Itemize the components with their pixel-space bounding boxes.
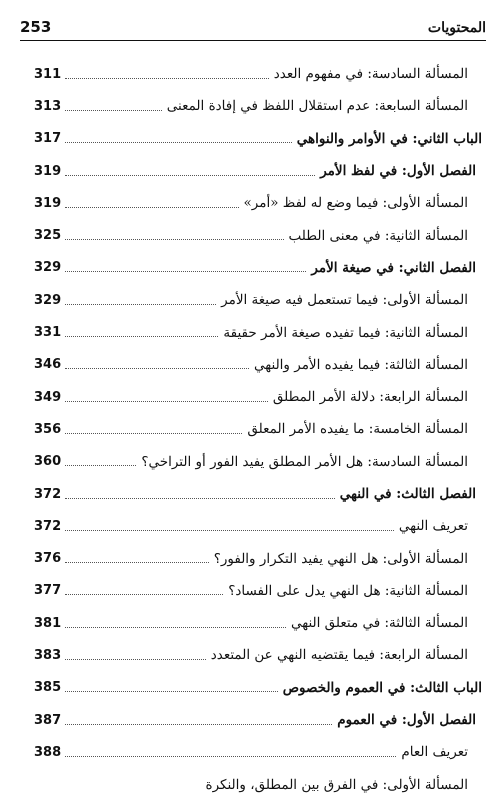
page-number: 253 (20, 18, 52, 36)
toc-entry-title: الفصل الأول: في العموم (337, 712, 476, 729)
toc-entry-page: 376 (34, 551, 62, 567)
toc-entry-title: المسألة الثانية: فيما تفيده صيغة الأمر حقيقة (223, 324, 468, 341)
toc-entry-page: 372 (34, 518, 62, 534)
toc-entry-page: 319 (34, 163, 62, 179)
dot-leader (65, 562, 209, 563)
toc-entry (34, 187, 482, 219)
toc-entry-title: المسألة الأولى: فيما وضع له لفظ «أمر» (243, 195, 468, 212)
toc-entry-page: 349 (34, 389, 62, 405)
toc-entry (34, 575, 482, 607)
dot-leader (65, 498, 335, 499)
toc-entry (34, 58, 482, 90)
toc-entry (34, 413, 482, 445)
toc-entry-page: 319 (34, 195, 62, 211)
dot-leader (65, 756, 396, 757)
toc-entry-title: المسألة الرابعة: دلالة الأمر المطلق (272, 389, 468, 406)
toc-entry-title: المسألة الثانية: هل النهي يدل على الفساد؟ (228, 582, 468, 599)
toc-entry (34, 316, 482, 348)
toc-entry-title: المسألة الخامسة: ما يفيده الأمر المعلق (247, 421, 468, 438)
toc-entry-title: الباب الثاني: في الأوامر والنواهي (296, 130, 482, 147)
dot-leader (65, 207, 239, 208)
toc-entry-page: 325 (34, 228, 62, 244)
toc-entry-page: 346 (34, 357, 62, 373)
toc-entry-title: المسألة الأولى: فيما تستعمل فيه صيغة الأمر (221, 292, 468, 309)
toc-entry (34, 446, 482, 478)
dot-leader (65, 724, 332, 725)
toc-entry-page: 388 (34, 744, 62, 760)
toc-entry-title: المسألة الثالثة: فيما يفيده الأمر والنهي (254, 356, 468, 373)
toc-entry-page: 356 (34, 421, 62, 437)
toc-entry (34, 510, 482, 542)
dot-leader (65, 336, 218, 337)
toc-entry-page: 313 (34, 98, 62, 114)
dot-leader (65, 271, 306, 272)
toc-entry (34, 155, 482, 187)
toc-entry-page: 331 (34, 325, 62, 341)
toc-entry (34, 769, 482, 801)
toc-entry-page: 311 (34, 66, 62, 82)
toc-entry-page: 329 (34, 260, 62, 276)
dot-leader (65, 142, 292, 143)
dot-leader (65, 594, 223, 595)
toc-entry-title: الفصل الأول: في لفظ الأمر (320, 163, 476, 180)
toc-entry-title: تعريف النهي (398, 518, 468, 535)
dot-leader (65, 530, 394, 531)
toc-entry-page: 381 (34, 615, 62, 631)
toc-entry (34, 704, 482, 736)
toc-entry-page: 377 (34, 583, 62, 599)
toc-entry (34, 478, 482, 510)
dot-leader (65, 304, 216, 305)
toc-entry (34, 252, 482, 284)
toc-entry (34, 607, 482, 639)
toc-entry (34, 284, 482, 316)
toc-entry (34, 381, 482, 413)
dot-leader (65, 691, 278, 692)
dot-leader (65, 175, 315, 176)
toc-entry-title: المسألة السادسة: هل الأمر المطلق يفيد الفور أو التراخي؟ (141, 453, 468, 470)
toc-entry-title: المسألة الأولى: في الفرق بين المطلق، والنكرة (205, 776, 468, 793)
dot-leader (65, 465, 136, 466)
toc-entry-title: المسألة السابعة: عدم استقلال اللفظ في إفادة المعنى (166, 98, 468, 115)
toc-entry-page: 372 (34, 486, 62, 502)
toc-entry-title: المسألة الرابعة: فيما يقتضيه النهي عن المتعدد (210, 647, 468, 664)
toc-entry-title: المسألة السادسة: في مفهوم العدد (273, 66, 468, 83)
dot-leader (65, 78, 269, 79)
toc-entry (34, 639, 482, 671)
dot-leader (65, 433, 242, 434)
toc-entry-title: الباب الثالث: في العموم والخصوص (282, 679, 482, 696)
dot-leader (65, 368, 249, 369)
toc-entry-title: المسألة الأولى: هل النهي يفيد التكرار والفور؟ (213, 550, 468, 567)
toc-entry-page: 329 (34, 292, 62, 308)
toc-entry (34, 123, 482, 155)
toc-entry-page: 383 (34, 647, 62, 663)
dot-leader (65, 239, 284, 240)
toc-entry (34, 542, 482, 574)
dot-leader (65, 401, 268, 402)
toc-entry-page: 385 (34, 680, 62, 696)
dot-leader (65, 659, 206, 660)
page-header (20, 14, 486, 41)
dot-leader (65, 627, 286, 628)
toc-entry (34, 349, 482, 381)
toc-entry (34, 672, 482, 704)
section-title: المحتويات (427, 20, 486, 36)
toc-entry (34, 736, 482, 768)
toc-entry-title: الفصل الثاني: في صيغة الأمر (311, 259, 476, 276)
toc-entry-title: تعريف العام (401, 744, 468, 761)
table-of-contents (34, 58, 482, 801)
toc-entry-title: الفصل الثالث: في النهي (339, 486, 476, 502)
toc-entry (34, 90, 482, 122)
toc-entry-title: المسألة الثانية: في معنى الطلب (288, 227, 468, 244)
toc-entry-page: 360 (34, 454, 62, 470)
toc-entry (34, 219, 482, 251)
toc-entry-page: 317 (34, 131, 62, 147)
toc-entry-title: المسألة الثالثة: في متعلق النهي (290, 615, 468, 632)
dot-leader (65, 110, 162, 111)
toc-entry-page: 387 (34, 712, 62, 728)
